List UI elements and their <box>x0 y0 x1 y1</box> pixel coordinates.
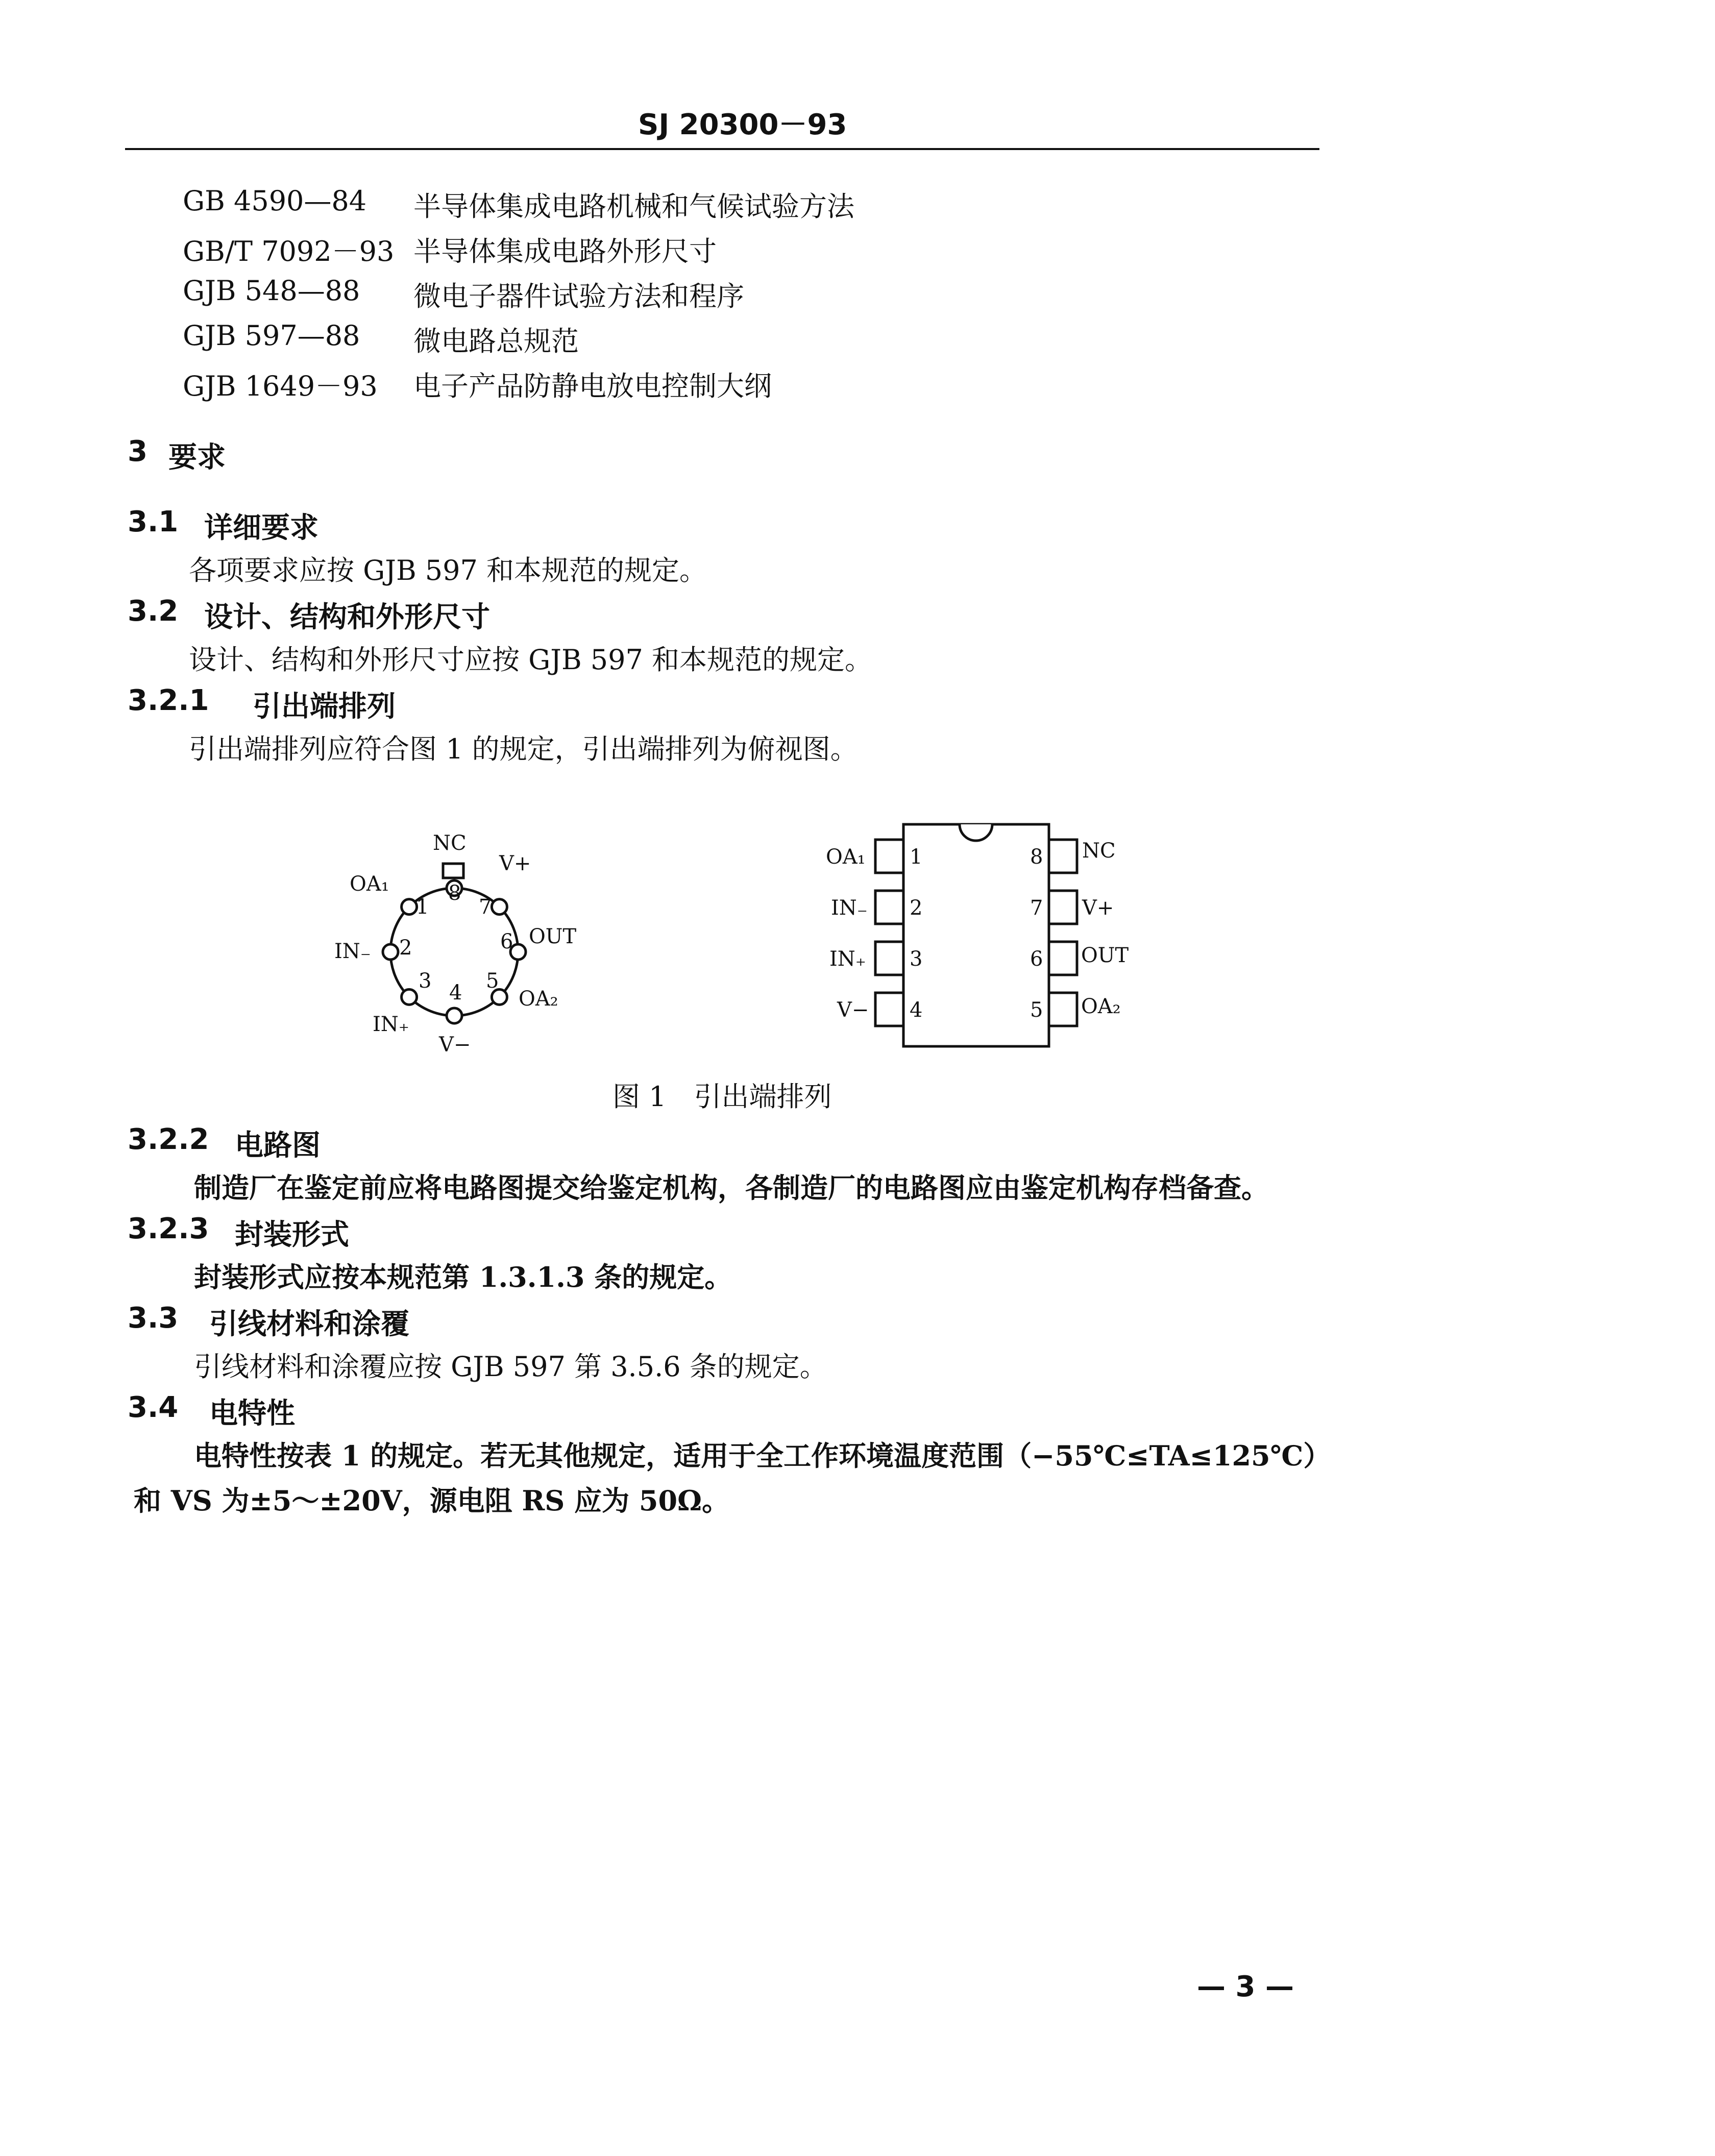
section-number: 3.4 <box>128 1391 179 1424</box>
pin-number: 6 <box>1030 947 1043 971</box>
pin-label: V+ <box>499 852 531 875</box>
section-body: 封装形式应按本规范第 1.3.1.3 条的规定。 <box>194 1261 732 1293</box>
reference-title: 半导体集成电路外形尺寸 <box>413 235 717 267</box>
pin-number: 8 <box>1030 845 1043 869</box>
section-body: 设计、结构和外形尺寸应按 GJB 597 和本规范的规定。 <box>189 644 873 676</box>
pin-pad <box>402 989 417 1004</box>
pin-label: OA₂ <box>1081 995 1121 1018</box>
pin-lead <box>1049 942 1077 975</box>
reference-title: 微电路总规范 <box>413 325 579 357</box>
pin-number: 5 <box>486 969 499 993</box>
pin-number: 3 <box>419 969 432 993</box>
pin-label: OA₁ <box>826 845 866 869</box>
section-body-line: 电特性按表 1 的规定。若无其他规定，适用于全工作环境温度范围（−55℃≤TA≤125℃） <box>194 1439 1331 1472</box>
pin-label: NC <box>433 831 467 855</box>
figure-caption: 图 1 引出端排列 <box>612 1081 832 1113</box>
pin-label: V+ <box>1082 896 1114 920</box>
pin-label: V− <box>439 1033 471 1057</box>
section-body: 制造厂在鉴定前应将电路图提交给鉴定机构，各制造厂的电路图应由鉴定机构存档备查。 <box>194 1171 1269 1204</box>
section-title: 要求 <box>168 441 226 474</box>
reference-code: GB/T 7092－93 <box>183 235 395 267</box>
pin-label: IN₊ <box>829 947 866 971</box>
section-number: 3.1 <box>128 505 179 538</box>
document-id: SJ 20300－93 <box>638 108 847 141</box>
pin-lead <box>1049 891 1077 924</box>
pin-pad <box>447 1008 462 1023</box>
reference-code: GJB 548—88 <box>183 275 360 307</box>
pin-number: 4 <box>910 998 923 1022</box>
pin-number: 1 <box>416 895 429 919</box>
pin-label: IN₊ <box>373 1013 409 1036</box>
section-number: 3.2.2 <box>128 1123 209 1156</box>
reference-code: GJB 1649－93 <box>183 370 378 402</box>
pin-number: 2 <box>910 896 923 920</box>
pin-lead <box>1049 840 1077 873</box>
pin-label: NC <box>1082 839 1116 863</box>
pin-label: IN₋ <box>831 896 868 920</box>
section-number: 3.2 <box>128 595 179 628</box>
dip-package <box>875 824 1077 1046</box>
pin-label: OUT <box>529 925 577 948</box>
pin-number: 2 <box>399 936 412 960</box>
section-body: 引线材料和涂覆应按 GJB 597 第 3.5.6 条的规定。 <box>194 1351 827 1383</box>
pin-number: 5 <box>1030 998 1043 1022</box>
pin-lead <box>1049 993 1077 1026</box>
package-key-tab <box>443 864 463 878</box>
section-body: 各项要求应按 GJB 597 和本规范的规定。 <box>189 554 707 586</box>
page-number: — 3 — <box>1197 1970 1294 2003</box>
package-notch <box>960 824 992 841</box>
package-body <box>903 824 1049 1046</box>
pin-lead <box>875 993 903 1026</box>
section-number: 3.2.1 <box>128 684 209 717</box>
pin-number: 7 <box>1030 896 1043 920</box>
section-number: 3.2.3 <box>128 1212 209 1245</box>
pin-label: OUT <box>1081 944 1129 967</box>
reference-code: GB 4590—84 <box>183 185 367 217</box>
pin-number: 6 <box>500 930 513 953</box>
reference-title: 电子产品防静电放电控制大纲 <box>413 370 772 402</box>
reference-title: 半导体集成电路机械和气候试验方法 <box>413 190 854 223</box>
pin-lead <box>875 840 903 873</box>
section-title: 电特性 <box>209 1397 295 1430</box>
pin-pad <box>492 899 507 915</box>
reference-title: 微电子器件试验方法和程序 <box>413 280 744 312</box>
pin-number: 1 <box>910 845 923 869</box>
pin-pad <box>383 944 398 960</box>
section-title: 电路图 <box>235 1129 321 1162</box>
pin-label: V− <box>837 998 869 1022</box>
section-title: 引出端排列 <box>253 690 396 723</box>
section-number: 3 <box>128 435 148 468</box>
pin-number: 7 <box>479 895 492 919</box>
section-number: 3.3 <box>128 1302 179 1335</box>
pin-number: 4 <box>449 981 462 1004</box>
pin-number: 3 <box>910 947 923 971</box>
pin-label: OA₁ <box>350 872 389 896</box>
pin-lead <box>875 891 903 924</box>
section-title: 引线材料和涂覆 <box>209 1308 409 1341</box>
section-body: 引出端排列应符合图 1 的规定，引出端排列为俯视图。 <box>189 733 858 765</box>
section-title: 详细要求 <box>204 511 318 545</box>
pin-lead <box>875 942 903 975</box>
pin-label: IN₋ <box>334 940 371 963</box>
pin-number: 8 <box>448 881 461 905</box>
pin-pad <box>402 899 417 915</box>
pin-label: OA₂ <box>519 987 558 1011</box>
section-title: 封装形式 <box>235 1218 349 1252</box>
section-title: 设计、结构和外形尺寸 <box>204 601 490 634</box>
section-body-line: 和 VS 为±5～±20V，源电阻 RS 应为 50Ω。 <box>134 1484 730 1517</box>
reference-code: GJB 597—88 <box>183 320 360 352</box>
